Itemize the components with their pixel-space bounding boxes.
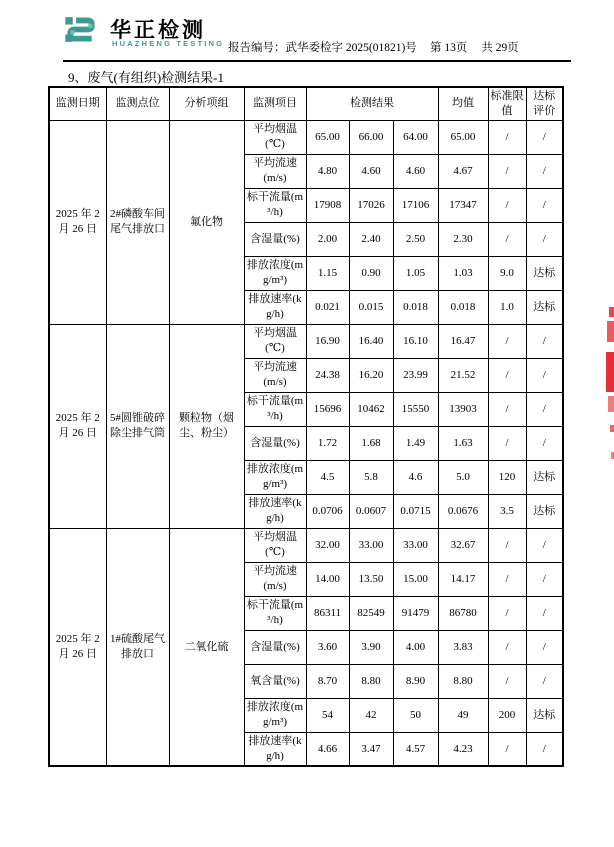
item-cell: 平均流速(m/s) [244,562,306,596]
item-cell: 标干流量(m³/h) [244,188,306,222]
eval-cell: 达标 [526,460,563,494]
item-cell: 排放速率(kg/h) [244,494,306,528]
result-cell: 24.38 [306,358,349,392]
eval-cell: / [526,596,563,630]
eval-cell: / [526,528,563,562]
col-header-mean: 均值 [438,87,488,120]
result-cell: 0.0706 [306,494,349,528]
mean-cell: 32.67 [438,528,488,562]
result-cell: 16.20 [349,358,393,392]
result-cell: 0.015 [349,290,393,324]
eval-cell: / [526,358,563,392]
result-cell: 33.00 [349,528,393,562]
item-cell: 平均流速(m/s) [244,358,306,392]
result-cell: 33.00 [393,528,438,562]
col-header-eval: 达标评价 [526,87,563,120]
result-cell: 5.8 [349,460,393,494]
result-cell: 2.00 [306,222,349,256]
eval-cell: / [526,426,563,460]
result-cell: 16.40 [349,324,393,358]
item-cell: 含湿量(%) [244,426,306,460]
mean-cell: 0.0676 [438,494,488,528]
result-cell: 66.00 [349,120,393,154]
result-cell: 17106 [393,188,438,222]
mean-cell: 16.47 [438,324,488,358]
eval-cell: 达标 [526,494,563,528]
result-cell: 15.00 [393,562,438,596]
eval-cell: / [526,664,563,698]
eval-cell: 达标 [526,698,563,732]
result-cell: 15696 [306,392,349,426]
eval-cell: / [526,732,563,766]
result-cell: 1.68 [349,426,393,460]
result-cell: 2.50 [393,222,438,256]
eval-cell: / [526,324,563,358]
result-cell: 86311 [306,596,349,630]
mean-cell: 86780 [438,596,488,630]
item-cell: 标干流量(m³/h) [244,392,306,426]
limit-cell: / [488,664,526,698]
result-cell: 13.50 [349,562,393,596]
result-cell: 1.49 [393,426,438,460]
eval-cell: / [526,630,563,664]
result-cell: 23.99 [393,358,438,392]
limit-cell: / [488,324,526,358]
limit-cell: 120 [488,460,526,494]
limit-cell: 3.5 [488,494,526,528]
eval-cell: / [526,154,563,188]
mean-cell: 1.63 [438,426,488,460]
mean-cell: 4.23 [438,732,488,766]
mean-cell: 4.67 [438,154,488,188]
result-cell: 14.00 [306,562,349,596]
limit-cell: 200 [488,698,526,732]
item-cell: 排放速率(kg/h) [244,290,306,324]
limit-cell: / [488,630,526,664]
result-cell: 64.00 [393,120,438,154]
col-header-group: 分析项组 [169,87,244,120]
item-cell: 平均烟温(℃) [244,120,306,154]
table-row [49,324,563,358]
result-cell: 50 [393,698,438,732]
result-cell: 65.00 [306,120,349,154]
limit-cell: / [488,154,526,188]
col-header-limit: 标准限值 [488,87,526,120]
item-cell: 平均烟温(℃) [244,528,306,562]
result-cell: 10462 [349,392,393,426]
result-cell: 2.40 [349,222,393,256]
item-cell: 平均流速(m/s) [244,154,306,188]
result-cell: 82549 [349,596,393,630]
item-cell: 氧含量(%) [244,664,306,698]
item-cell: 含湿量(%) [244,222,306,256]
red-seal-fragment [606,352,614,392]
group-cell: 氟化物 [169,120,244,324]
result-cell: 54 [306,698,349,732]
mean-cell: 49 [438,698,488,732]
limit-cell: / [488,562,526,596]
limit-cell: / [488,358,526,392]
result-cell: 1.15 [306,256,349,290]
limit-cell: / [488,120,526,154]
result-cell: 4.57 [393,732,438,766]
mean-cell: 3.83 [438,630,488,664]
page-total: 共 29页 [481,42,519,54]
result-cell: 0.90 [349,256,393,290]
table-row [49,528,563,562]
result-cell: 8.90 [393,664,438,698]
eval-cell: / [526,222,563,256]
logo-company-name: 华正检测 [110,19,206,42]
eval-cell: 达标 [526,256,563,290]
result-cell: 4.00 [393,630,438,664]
red-seal-fragment [610,425,614,432]
mean-cell: 5.0 [438,460,488,494]
result-cell: 32.00 [306,528,349,562]
col-header-results: 检测结果 [306,87,438,120]
limit-cell: / [488,528,526,562]
result-cell: 4.6 [393,460,438,494]
point-cell: 5#圆锥破碎除尘排气筒 [106,324,169,528]
mean-cell: 14.17 [438,562,488,596]
result-cell: 3.60 [306,630,349,664]
page-current: 第 13页 [430,42,468,54]
result-cell: 4.60 [349,154,393,188]
result-cell: 17026 [349,188,393,222]
result-cell: 3.47 [349,732,393,766]
col-header-date: 监测日期 [49,87,106,120]
mean-cell: 13903 [438,392,488,426]
item-cell: 排放浓度(mg/m³) [244,698,306,732]
result-cell: 0.0607 [349,494,393,528]
limit-cell: 1.0 [488,290,526,324]
results-tbody [49,120,563,766]
result-cell: 4.80 [306,154,349,188]
result-cell: 17908 [306,188,349,222]
section-title: 9、废气(有组织)检测结果-1 [68,70,224,85]
eval-cell: 达标 [526,290,563,324]
huazheng-logo-icon [63,13,99,46]
item-cell: 排放浓度(mg/m³) [244,460,306,494]
result-cell: 8.80 [349,664,393,698]
result-cell: 3.90 [349,630,393,664]
result-cell: 91479 [393,596,438,630]
report-number: 报告编号：武华委检字 2025(01821)号 [228,42,417,54]
limit-cell: / [488,732,526,766]
limit-cell: / [488,222,526,256]
limit-cell: / [488,188,526,222]
page-indicator [430,39,533,55]
point-cell: 1#硫酸尾气排放口 [106,528,169,766]
red-seal-fragment [608,396,614,412]
limit-cell: / [488,426,526,460]
mean-cell: 65.00 [438,120,488,154]
result-cell: 16.90 [306,324,349,358]
header-divider [63,60,571,62]
limit-cell: / [488,596,526,630]
group-cell: 二氧化硫 [169,528,244,766]
result-cell: 4.66 [306,732,349,766]
eval-cell: / [526,120,563,154]
col-header-item: 监测项目 [244,87,306,120]
item-cell: 平均烟温(℃) [244,324,306,358]
result-cell: 8.70 [306,664,349,698]
date-cell: 2025 年 2 月 26 日 [49,528,106,766]
red-seal-fragment [609,307,614,317]
limit-cell: 9.0 [488,256,526,290]
limit-cell: / [488,392,526,426]
group-cell: 颗粒物（烟尘、粉尘） [169,324,244,528]
item-cell: 排放浓度(mg/m³) [244,256,306,290]
mean-cell: 17347 [438,188,488,222]
result-cell: 0.0715 [393,494,438,528]
table-header-row [49,87,563,120]
mean-cell: 8.80 [438,664,488,698]
result-cell: 42 [349,698,393,732]
results-table [48,86,564,767]
mean-cell: 21.52 [438,358,488,392]
item-cell: 标干流量(m³/h) [244,596,306,630]
col-header-point: 监测点位 [106,87,169,120]
logo-company-name-en: HUAZHENG TESTING [112,39,225,48]
eval-cell: / [526,188,563,222]
result-cell: 16.10 [393,324,438,358]
mean-cell: 0.018 [438,290,488,324]
table-row [49,120,563,154]
date-cell: 2025 年 2 月 26 日 [49,324,106,528]
result-cell: 0.021 [306,290,349,324]
eval-cell: / [526,562,563,596]
eval-cell: / [526,392,563,426]
red-seal-fragment [607,321,614,342]
result-cell: 0.018 [393,290,438,324]
result-cell: 1.05 [393,256,438,290]
result-cell: 4.5 [306,460,349,494]
date-cell: 2025 年 2 月 26 日 [49,120,106,324]
result-cell: 1.72 [306,426,349,460]
mean-cell: 2.30 [438,222,488,256]
item-cell: 排放速率(kg/h) [244,732,306,766]
point-cell: 2#磷酸车间尾气排放口 [106,120,169,324]
mean-cell: 1.03 [438,256,488,290]
result-cell: 15550 [393,392,438,426]
item-cell: 含湿量(%) [244,630,306,664]
result-cell: 4.60 [393,154,438,188]
